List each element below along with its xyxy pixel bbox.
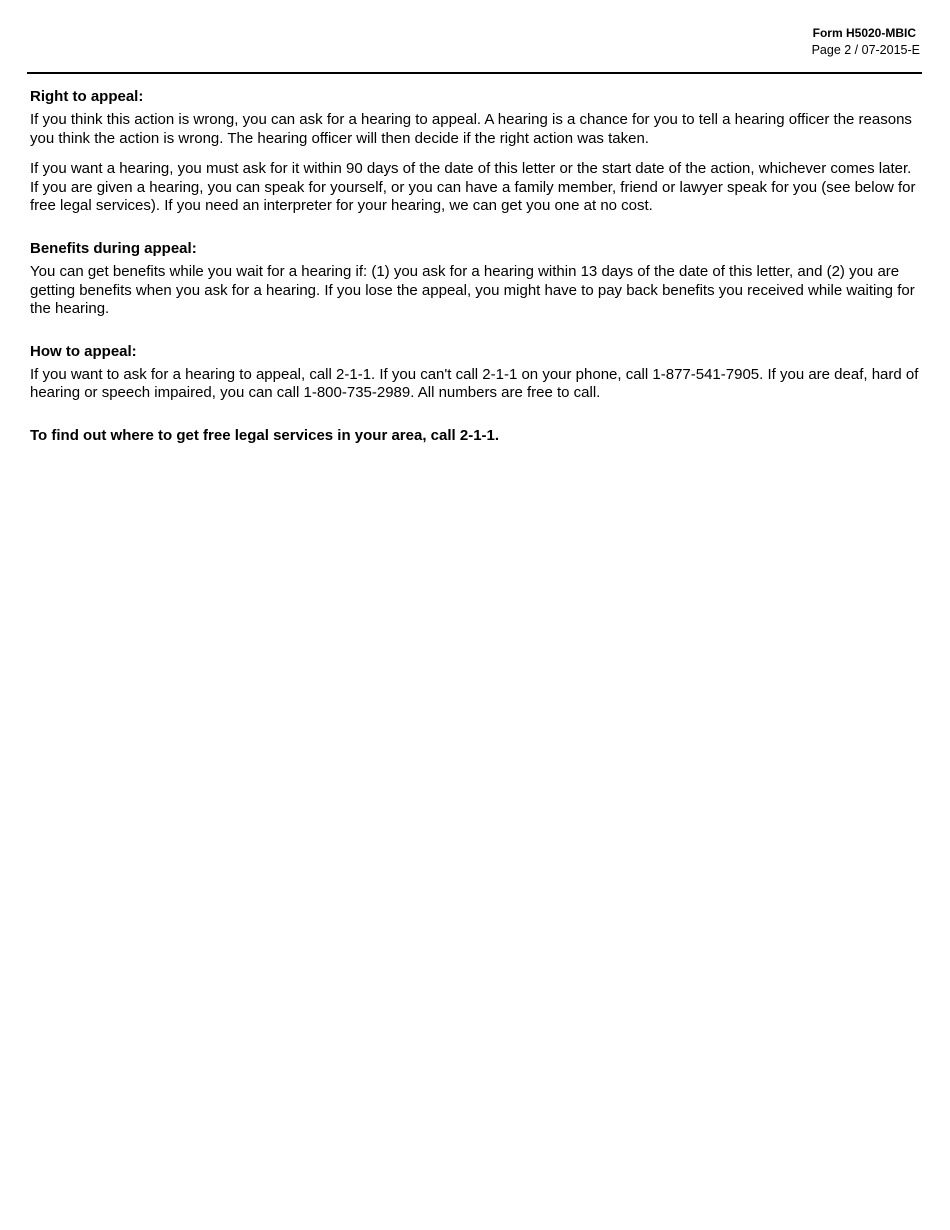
paragraph: If you think this action is wrong, you can ask for a hearing to appeal. A hearing is a chance for you to tell a hearing officer the reasons you think the action is wrong. The hearing officer will then decide if the right action was taken. — [30, 111, 912, 147]
legal-services-note: To find out where to get free legal services in your area, call 2-1-1. — [30, 426, 500, 444]
section-heading: Benefits during appeal: — [30, 239, 197, 257]
header-divider — [27, 72, 922, 74]
section-benefits-during-appeal — [30, 239, 922, 319]
paragraph: If you want a hearing, you must ask for it within 90 days of the date of this letter or the start date of the action, whichever comes later. If you are given a hearing, you can speak for yourself, or you can have a family member, friend or lawyer speak for you (see below for free legal services). If you need an interpreter for your hearing, we can get you one at no cost. — [30, 160, 916, 215]
paragraph: If you want to ask for a hearing to appeal, call 2-1-1. If you can't call 2-1-1 on your phone, call 1-877-541-7905. If you are deaf, hard of hearing or speech impaired, you can call 1-800-735-2989. All numbers are free to call. — [30, 365, 919, 402]
section-heading: Right to appeal: — [30, 88, 144, 105]
form-header — [812, 25, 920, 59]
form-id: Form H5020-MBIC — [812, 26, 916, 40]
document-body — [30, 87, 922, 445]
section-heading: How to appeal: — [30, 342, 137, 360]
section-right-to-appeal — [30, 87, 922, 216]
page-info: Page 2 / 07-2015-E — [811, 43, 920, 57]
paragraph: You can get benefits while you wait for a hearing if: (1) you ask for a hearing within 13 days of the date of this letter, and (2) you are getting benefits when you ask for a hearing. If you lose the appeal, you might have to pay back benefits you received while waiting for the hearing. — [30, 262, 915, 318]
section-how-to-appeal — [30, 342, 922, 403]
